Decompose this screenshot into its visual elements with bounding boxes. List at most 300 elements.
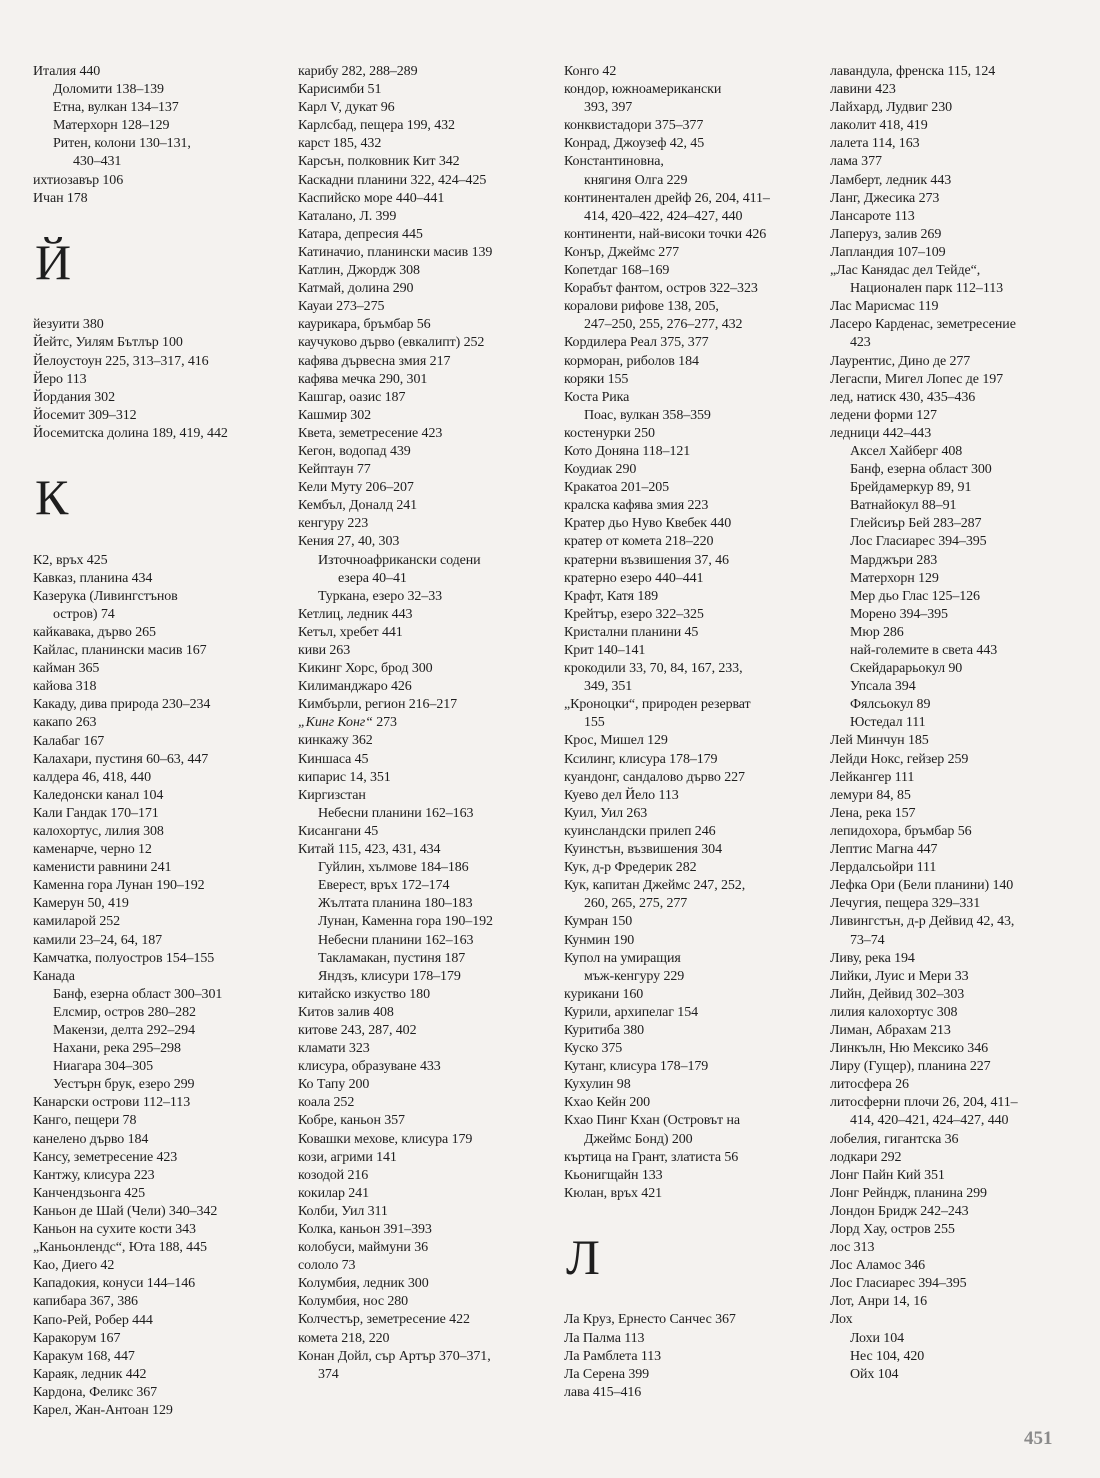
entry-text: Лейди Нокс, гейзер 259 bbox=[830, 751, 969, 767]
index-entry bbox=[564, 1058, 814, 1076]
entry-text: Карсън, полковник Кит 342 bbox=[298, 154, 460, 170]
index-entry bbox=[830, 986, 1080, 1004]
index-entry bbox=[298, 135, 548, 153]
index-entry bbox=[830, 226, 1080, 244]
index-entry bbox=[298, 262, 548, 280]
index-entry bbox=[830, 913, 1080, 931]
index-entry bbox=[298, 1167, 548, 1185]
index-entry bbox=[564, 190, 814, 208]
index-column-4 bbox=[830, 63, 1080, 1384]
index-entry bbox=[564, 787, 814, 805]
index-entry bbox=[33, 1275, 283, 1293]
index-subentry bbox=[298, 950, 548, 968]
index-entry bbox=[564, 298, 814, 316]
index-entry bbox=[830, 877, 1080, 895]
index-entry bbox=[298, 624, 548, 642]
entry-text: каменарче, черно 12 bbox=[33, 842, 152, 858]
index-entry bbox=[33, 642, 283, 660]
index-entry bbox=[298, 533, 548, 551]
entry-text: лаколит 418, 419 bbox=[830, 118, 928, 134]
section-letter-heading: К bbox=[35, 469, 69, 526]
spacer bbox=[33, 443, 283, 461]
entry-text: Йелоустоун 225, 313–317, 416 bbox=[33, 353, 209, 369]
index-entry bbox=[564, 63, 814, 81]
entry-text: Лонг Пайн Кий 351 bbox=[830, 1167, 945, 1183]
index-entry bbox=[33, 660, 283, 678]
entry-text: „Лас Канядас дел Тейде“, bbox=[830, 263, 981, 279]
entry-text: кинкажу 362 bbox=[298, 733, 373, 749]
entry-text: Небесни планини 162–163 bbox=[318, 805, 474, 821]
index-subentry bbox=[830, 714, 1080, 732]
index-entry bbox=[564, 1040, 814, 1058]
index-entry bbox=[564, 389, 814, 407]
index-entry bbox=[564, 262, 814, 280]
entry-text: континентален дрейф 26, 204, 411– bbox=[564, 190, 770, 206]
index-entry bbox=[298, 1330, 548, 1348]
index-entry bbox=[298, 172, 548, 190]
entry-text: 414, 420–421, 424–427, 440 bbox=[850, 1113, 1009, 1129]
index-subentry bbox=[564, 316, 814, 334]
index-entry bbox=[564, 334, 814, 352]
entry-text: кипарис 14, 351 bbox=[298, 769, 391, 785]
entry-text: китове 243, 287, 402 bbox=[298, 1022, 417, 1038]
index-entry bbox=[298, 1293, 548, 1311]
index-entry bbox=[830, 117, 1080, 135]
index-entry bbox=[298, 153, 548, 171]
index-entry bbox=[564, 1004, 814, 1022]
entry-text: Кимбърли, регион 216–217 bbox=[298, 697, 458, 713]
index-entry bbox=[830, 823, 1080, 841]
index-entry bbox=[33, 787, 283, 805]
index-entry bbox=[33, 1094, 283, 1112]
index-entry bbox=[298, 117, 548, 135]
entry-text: Китов залив 408 bbox=[298, 1004, 394, 1020]
index-entry bbox=[564, 769, 814, 787]
index-subentry bbox=[564, 172, 814, 190]
index-subentry bbox=[33, 1058, 283, 1076]
entry-text: лама 377 bbox=[830, 154, 882, 170]
index-entry bbox=[830, 1203, 1080, 1221]
entry-text: къртица на Грант, златиста 56 bbox=[564, 1149, 739, 1165]
entry-text: колобуси, маймуни 36 bbox=[298, 1240, 429, 1256]
entry-text: Каракум 168, 447 bbox=[33, 1348, 135, 1364]
index-subentry bbox=[33, 1022, 283, 1040]
index-entry bbox=[564, 606, 814, 624]
entry-text: Кхао Кейн 200 bbox=[564, 1095, 651, 1111]
index-entry bbox=[564, 552, 814, 570]
entry-text: литосферни плочи 26, 204, 411– bbox=[830, 1095, 1018, 1111]
index-entry bbox=[298, 1221, 548, 1239]
index-entry bbox=[830, 1022, 1080, 1040]
entry-text: 430–431 bbox=[73, 154, 122, 170]
entry-text: Жълтата планина 180–183 bbox=[318, 896, 473, 912]
index-entry bbox=[830, 1149, 1080, 1167]
entry-text: Катиначио, планински масив 139 bbox=[298, 244, 493, 260]
entry-text: Лохи 104 bbox=[850, 1330, 904, 1346]
entry-text: калдера 46, 418, 440 bbox=[33, 769, 151, 785]
entry-text: каменисти равнини 241 bbox=[33, 860, 172, 876]
index-subentry bbox=[830, 533, 1080, 551]
entry-text: Кук, д-р Фредерик 282 bbox=[564, 860, 697, 876]
entry-text: калохортус, лилия 308 bbox=[33, 823, 164, 839]
entry-text: кайова 318 bbox=[33, 679, 97, 695]
entry-text: курикани 160 bbox=[564, 986, 644, 1002]
index-entry bbox=[33, 1293, 283, 1311]
index-subentry bbox=[33, 81, 283, 99]
index-subentry bbox=[33, 99, 283, 117]
entry-text: каурикара, бръмбар 56 bbox=[298, 317, 431, 333]
index-entry bbox=[830, 190, 1080, 208]
index-entry bbox=[564, 135, 814, 153]
index-subentry bbox=[33, 606, 283, 624]
entry-text: Кейптаун 77 bbox=[298, 462, 371, 478]
index-subentry bbox=[830, 479, 1080, 497]
index-subentry bbox=[830, 515, 1080, 533]
index-entry bbox=[564, 660, 814, 678]
index-entry bbox=[564, 751, 814, 769]
entry-text: Куил, Уил 263 bbox=[564, 805, 648, 821]
index-entry bbox=[298, 461, 548, 479]
entry-text: йезуити 380 bbox=[33, 317, 104, 333]
entry-text: лос 313 bbox=[830, 1240, 875, 1256]
entry-text: Карел, Жан-Антоан 129 bbox=[33, 1402, 173, 1418]
entry-text: Кордилера Реал 375, 377 bbox=[564, 335, 709, 351]
index-subentry bbox=[564, 1131, 814, 1149]
entry-text: Лей Минчун 185 bbox=[830, 733, 929, 749]
index-entry bbox=[33, 172, 283, 190]
entry-text: Коста Рика bbox=[564, 389, 630, 405]
entry-text: Лонг Рейндж, планина 299 bbox=[830, 1185, 987, 1201]
entry-text: Лондон Бридж 242–243 bbox=[830, 1203, 969, 1219]
index-entry bbox=[830, 1040, 1080, 1058]
index-entry bbox=[564, 1366, 814, 1384]
entry-text: Лорд Хау, остров 255 bbox=[830, 1222, 955, 1237]
entry-pages: 273 bbox=[372, 715, 397, 731]
index-entry bbox=[33, 1330, 283, 1348]
index-subentry bbox=[33, 117, 283, 135]
index-entry bbox=[564, 913, 814, 931]
index-subentry bbox=[33, 1004, 283, 1022]
entry-text: Казерука (Ливингстънов bbox=[33, 588, 178, 604]
index-entry bbox=[298, 371, 548, 389]
entry-text: лавини 423 bbox=[830, 82, 896, 98]
index-subentry bbox=[830, 1112, 1080, 1130]
index-entry bbox=[33, 769, 283, 787]
section-letter-heading: Л bbox=[566, 1229, 600, 1285]
index-entry bbox=[564, 1112, 814, 1130]
index-entry bbox=[33, 751, 283, 769]
index-entry bbox=[33, 913, 283, 931]
entry-text: лилия калохортус 308 bbox=[830, 1004, 958, 1020]
index-entry bbox=[564, 443, 814, 461]
index-entry bbox=[830, 1094, 1080, 1112]
index-entry bbox=[33, 552, 283, 570]
entry-text: Елсмир, остров 280–282 bbox=[53, 1004, 196, 1020]
entry-text: лемури 84, 85 bbox=[830, 787, 911, 803]
entry-text: Кюлан, връх 421 bbox=[564, 1185, 662, 1201]
index-entry bbox=[830, 968, 1080, 986]
entry-text: Кумран 150 bbox=[564, 914, 633, 930]
index-column-2 bbox=[298, 63, 548, 1384]
index-entry bbox=[298, 443, 548, 461]
index-entry bbox=[298, 1076, 548, 1094]
index-entry bbox=[830, 208, 1080, 226]
entry-text: литосфера 26 bbox=[830, 1077, 909, 1093]
index-entry bbox=[298, 1185, 548, 1203]
index-subentry bbox=[830, 1348, 1080, 1366]
index-entry bbox=[33, 1203, 283, 1221]
entry-text: Йордания 302 bbox=[33, 389, 115, 405]
index-entry bbox=[298, 1257, 548, 1275]
index-entry bbox=[298, 316, 548, 334]
index-entry bbox=[33, 63, 283, 81]
entry-text: конквистадори 375–377 bbox=[564, 118, 704, 134]
entry-text: Лос Гласиарес 394–395 bbox=[850, 534, 987, 550]
entry-text: Лас Марисмас 119 bbox=[830, 299, 939, 315]
index-entry bbox=[298, 1004, 548, 1022]
entry-text: кратерни възвишения 37, 46 bbox=[564, 552, 729, 568]
entry-text: 260, 265, 275, 277 bbox=[584, 896, 688, 912]
entry-text: Копетдаг 168–169 bbox=[564, 263, 670, 279]
index-entry bbox=[830, 805, 1080, 823]
entry-text: „Кроноцки“, природен резерват bbox=[564, 697, 751, 713]
entry-text: лед, натиск 430, 435–436 bbox=[830, 389, 976, 405]
entry-text: Кхао Пинг Кхан (Островът на bbox=[564, 1113, 740, 1129]
entry-text: Куинстън, възвишения 304 bbox=[564, 842, 722, 858]
entry-text: Макензи, делта 292–294 bbox=[53, 1023, 195, 1038]
index-entry bbox=[33, 570, 283, 588]
index-entry bbox=[564, 1149, 814, 1167]
index-entry bbox=[298, 1040, 548, 1058]
index-subentry bbox=[830, 461, 1080, 479]
index-entry bbox=[33, 190, 283, 208]
index-entry bbox=[564, 859, 814, 877]
index-entry bbox=[830, 950, 1080, 968]
spacer bbox=[33, 208, 283, 226]
entry-text: Куево дел Йело 113 bbox=[564, 787, 679, 803]
entry-text: Каспийско море 440–441 bbox=[298, 190, 445, 206]
entry-text: Купол на умиращия bbox=[564, 950, 681, 966]
index-entry bbox=[298, 479, 548, 497]
entry-text: Курили, архипелаг 154 bbox=[564, 1004, 699, 1020]
entry-text: Квета, земетресение 423 bbox=[298, 425, 443, 441]
entry-text: Кегон, водопад 439 bbox=[298, 443, 411, 459]
index-entry bbox=[298, 280, 548, 298]
entry-text: Крос, Мишел 129 bbox=[564, 733, 668, 749]
entry-text: кафява мечка 290, 301 bbox=[298, 371, 428, 387]
entry-text: най-големите в света 443 bbox=[850, 643, 998, 658]
entry-text: Кухулин 98 bbox=[564, 1077, 631, 1093]
entry-text: Кутанг, клисура 178–179 bbox=[564, 1059, 709, 1075]
entry-text: Конан Дойл, сър Артър 370–371, bbox=[298, 1348, 491, 1364]
index-entry bbox=[564, 353, 814, 371]
entry-text: „Каньонлендс“, Юта 188, 445 bbox=[33, 1240, 207, 1256]
index-entry bbox=[33, 588, 283, 606]
index-entry bbox=[830, 1076, 1080, 1094]
index-entry bbox=[33, 407, 283, 425]
index-entry bbox=[298, 353, 548, 371]
entry-text: Ливу, река 194 bbox=[830, 950, 915, 966]
index-entry bbox=[298, 751, 548, 769]
entry-text: Крафт, Катя 189 bbox=[564, 588, 659, 604]
entry-text: Лунан, Каменна гора 190–192 bbox=[318, 914, 493, 930]
index-entry bbox=[564, 1167, 814, 1185]
index-entry bbox=[564, 1311, 814, 1329]
index-entry bbox=[33, 895, 283, 913]
entry-text: Колумбия, нос 280 bbox=[298, 1294, 409, 1310]
index-entry bbox=[298, 769, 548, 787]
index-subentry bbox=[33, 986, 283, 1004]
page-number: 451 bbox=[1024, 1428, 1053, 1449]
entry-text: Кисангани 45 bbox=[298, 823, 379, 839]
entry-text: Лаперуз, залив 269 bbox=[830, 226, 942, 242]
entry-text: кратерно езеро 440–441 bbox=[564, 570, 704, 586]
entry-text: Кападокия, конуси 144–146 bbox=[33, 1276, 196, 1292]
index-entry bbox=[298, 732, 548, 750]
entry-text: Корабът фантом, остров 322–323 bbox=[564, 281, 758, 297]
entry-text: Йейтс, Уилям Бътлър 100 bbox=[33, 335, 183, 351]
entry-text: Уестърн брук, езеро 299 bbox=[53, 1077, 195, 1093]
entry-text: 374 bbox=[318, 1366, 339, 1382]
index-entry bbox=[830, 1275, 1080, 1293]
entry-text: куинсландски прилеп 246 bbox=[564, 823, 716, 839]
index-entry bbox=[564, 841, 814, 859]
entry-text: Као, Диего 42 bbox=[33, 1258, 115, 1274]
entry-text: Конър, Джеймс 277 bbox=[564, 244, 679, 260]
index-entry bbox=[830, 751, 1080, 769]
index-entry bbox=[298, 1203, 548, 1221]
entry-text: Канада bbox=[33, 968, 75, 984]
entry-text: куандонг, сандалово дърво 227 bbox=[564, 769, 745, 785]
index-entry bbox=[830, 389, 1080, 407]
index-entry bbox=[830, 172, 1080, 190]
entry-text: Лийн, Дейвид 302–303 bbox=[830, 986, 965, 1002]
index-entry bbox=[298, 696, 548, 714]
index-entry bbox=[564, 280, 814, 298]
entry-text: Лена, река 157 bbox=[830, 805, 916, 821]
entry-text: Каледонски канал 104 bbox=[33, 787, 164, 803]
index-entry bbox=[830, 407, 1080, 425]
entry-text: Каменна гора Лунан 190–192 bbox=[33, 878, 205, 894]
entry-text: Йеро 113 bbox=[33, 371, 87, 387]
index-entry bbox=[564, 877, 814, 895]
index-entry bbox=[830, 262, 1080, 280]
index-entry bbox=[298, 497, 548, 515]
entry-text: костенурки 250 bbox=[564, 425, 655, 441]
entry-text: Куско 375 bbox=[564, 1041, 623, 1057]
index-entry bbox=[33, 1185, 283, 1203]
index-entry bbox=[298, 208, 548, 226]
index-entry bbox=[564, 696, 814, 714]
entry-text: карст 185, 432 bbox=[298, 136, 382, 152]
index-entry bbox=[564, 244, 814, 262]
index-entry bbox=[33, 1112, 283, 1130]
index-entry bbox=[564, 497, 814, 515]
index-subentry bbox=[298, 877, 548, 895]
index-entry bbox=[830, 425, 1080, 443]
entry-text: кратер от комета 218–220 bbox=[564, 534, 714, 550]
index-entry bbox=[298, 1112, 548, 1130]
index-entry bbox=[830, 1131, 1080, 1149]
entry-text: Кембъл, Доналд 241 bbox=[298, 498, 418, 514]
index-entry bbox=[830, 153, 1080, 171]
index-subentry bbox=[830, 588, 1080, 606]
entry-text: Лептис Магна 447 bbox=[830, 842, 938, 858]
entry-text: крокодили 33, 70, 84, 167, 233, bbox=[564, 661, 743, 677]
index-subentry bbox=[830, 1330, 1080, 1348]
entry-text: Кратер дьо Нуво Квебек 440 bbox=[564, 516, 732, 532]
entry-text: Кетлиц, ледник 443 bbox=[298, 606, 413, 622]
entry-text: Лайхард, Лудвиг 230 bbox=[830, 100, 953, 116]
index-subentry bbox=[298, 805, 548, 823]
index-entry bbox=[33, 733, 283, 751]
entry-text: К2, връх 425 bbox=[33, 552, 108, 568]
index-entry bbox=[33, 877, 283, 895]
index-entry bbox=[564, 533, 814, 551]
entry-text: Банф, езерна област 300–301 bbox=[53, 986, 223, 1002]
entry-text: Легаспи, Мигел Лопес де 197 bbox=[830, 371, 1004, 387]
index-subentry bbox=[830, 334, 1080, 352]
index-entry bbox=[33, 968, 283, 986]
index-entry bbox=[33, 1366, 283, 1384]
index-entry bbox=[33, 353, 283, 371]
entry-text: Какаду, дива природа 230–234 bbox=[33, 697, 211, 713]
entry-text: Камерун 50, 419 bbox=[33, 896, 129, 912]
entry-text: 349, 351 bbox=[584, 679, 633, 695]
index-entry bbox=[564, 823, 814, 841]
entry-text: Кристални планини 45 bbox=[564, 624, 699, 640]
entry-text: „Кинг Конг“ bbox=[298, 715, 373, 731]
entry-text: лобелия, гигантска 36 bbox=[830, 1131, 959, 1147]
index-entry bbox=[564, 515, 814, 533]
entry-text: корморан, риболов 184 bbox=[564, 353, 699, 369]
index-entry bbox=[830, 859, 1080, 877]
index-subentry bbox=[564, 407, 814, 425]
index-subentry bbox=[33, 153, 283, 171]
entry-text: кози, агрими 141 bbox=[298, 1149, 397, 1165]
entry-text: Матерхорн 128–129 bbox=[53, 118, 170, 134]
entry-text: кенгуру 223 bbox=[298, 516, 369, 532]
entry-text: Банф, езерна област 300 bbox=[850, 462, 992, 478]
index-subentry bbox=[298, 932, 548, 950]
entry-text: 73–74 bbox=[850, 932, 885, 948]
entry-text: Ланг, Джесика 273 bbox=[830, 190, 940, 206]
index-entry bbox=[564, 479, 814, 497]
index-entry bbox=[830, 1311, 1080, 1329]
index-entry bbox=[298, 714, 548, 732]
entry-text: ледници 442–443 bbox=[830, 425, 932, 441]
index-entry bbox=[33, 1221, 283, 1239]
entry-text: Карлсбад, пещера 199, 432 bbox=[298, 118, 455, 134]
entry-text: Ливингстън, д-р Дейвид 42, 43, bbox=[830, 914, 1015, 930]
index-entry bbox=[298, 1131, 548, 1149]
index-entry bbox=[33, 1384, 283, 1402]
entry-text: мъж-кенгуру 229 bbox=[584, 968, 685, 984]
index-entry bbox=[298, 678, 548, 696]
entry-text: Лот, Анри 14, 16 bbox=[830, 1294, 928, 1310]
entry-text: Канчендзьонга 425 bbox=[33, 1185, 146, 1201]
section-letter-heading: Й bbox=[35, 233, 72, 290]
index-entry bbox=[564, 1384, 814, 1402]
index-subentry bbox=[564, 895, 814, 913]
entry-text: Камчатка, полуостров 154–155 bbox=[33, 950, 215, 966]
entry-text: капибара 367, 386 bbox=[33, 1294, 138, 1310]
entry-text: Каскадни планини 322, 424–425 bbox=[298, 172, 487, 188]
entry-text: Матерхорн 129 bbox=[850, 570, 939, 586]
entry-text: Лердалсьойри 111 bbox=[830, 860, 937, 876]
entry-text: Ватнайокул 88–91 bbox=[850, 498, 957, 514]
entry-text: Катмай, долина 290 bbox=[298, 281, 414, 297]
